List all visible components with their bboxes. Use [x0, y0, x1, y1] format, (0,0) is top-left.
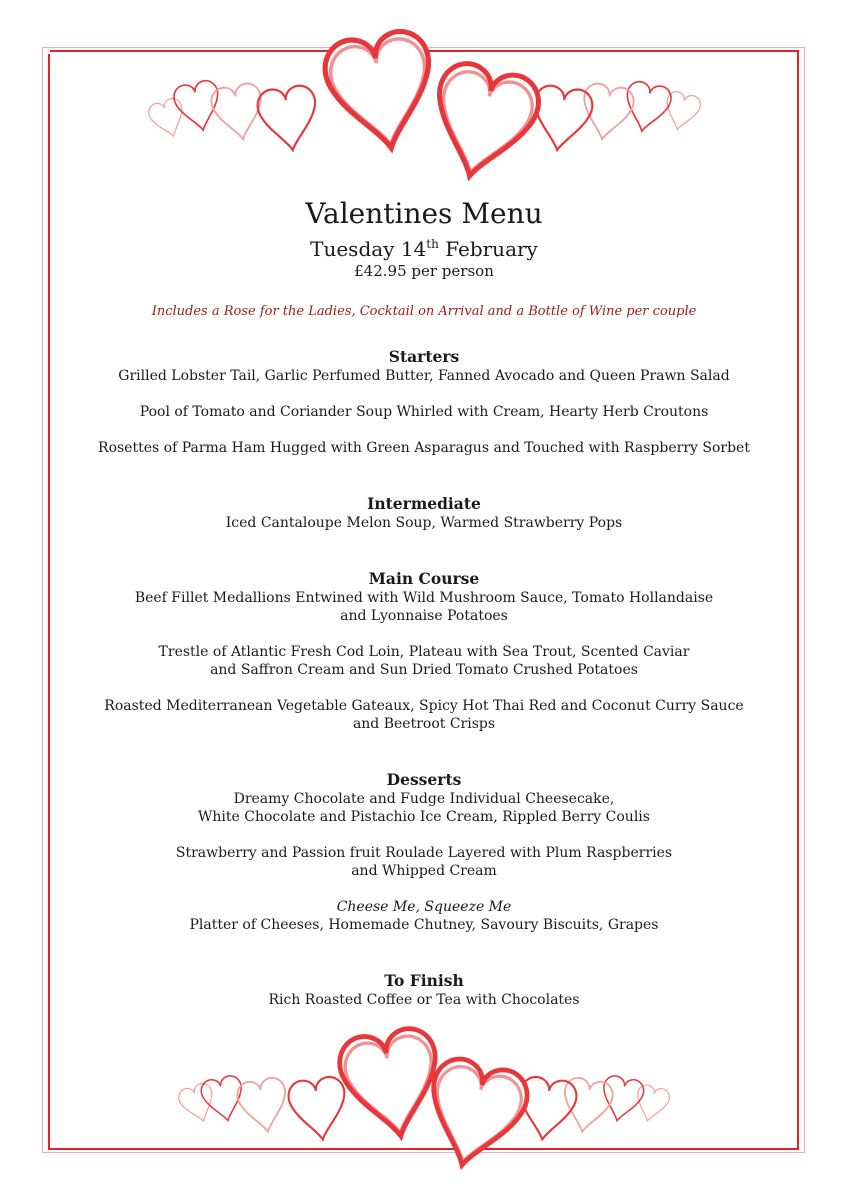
dish-item — [60, 589, 788, 625]
date-month: February — [438, 237, 538, 261]
dish-line: and Beetroot Crisps — [352, 716, 496, 732]
menu-price: £42.95 per person — [354, 262, 494, 280]
menu-date — [60, 232, 788, 261]
dish-line: and Saffron Cream and Sun Dried Tomato Crushed Potatoes — [210, 662, 638, 678]
menu-content — [60, 196, 788, 1009]
dish-line: Dreamy Chocolate and Fudge Individual Cheesecake, — [233, 791, 615, 807]
section-to-finish — [60, 971, 788, 1009]
dish-item: Grilled Lobster Tail, Garlic Perfumed Butter, Fanned Avocado and Queen Prawn Salad — [118, 368, 730, 384]
dish-item — [60, 844, 788, 880]
dish-item: Rosettes of Parma Ham Hugged with Green Asparagus and Touched with Raspberry Sorbet — [98, 440, 750, 456]
dish-line: Roasted Mediterranean Vegetable Gateaux, Spicy Hot Thai Red and Coconut Curry Sauce — [104, 698, 744, 714]
dish-item — [60, 790, 788, 826]
dish-line: and Lyonnaise Potatoes — [340, 608, 508, 624]
menu-title: Valentines Menu — [305, 197, 543, 230]
section-title: Desserts — [386, 770, 462, 789]
dish-line: White Chocolate and Pistachio Ice Cream, Rippled Berry Coulis — [198, 809, 650, 825]
section-desserts — [60, 770, 788, 934]
section-title: Intermediate — [367, 494, 481, 513]
date-suffix: th — [426, 237, 439, 251]
dish-item: Rich Roasted Coffee or Tea with Chocolates — [268, 992, 580, 1008]
date-prefix: Tuesday 14 — [310, 237, 427, 261]
section-starters — [60, 347, 788, 457]
dish-item — [60, 697, 788, 733]
dish-item — [60, 643, 788, 679]
cheese-dish-name: Cheese Me, Squeeze Me — [336, 899, 512, 915]
section-main-course — [60, 569, 788, 733]
dish-line: Strawberry and Passion fruit Roulade Layered with Plum Raspberries — [175, 845, 673, 861]
dish-item: Iced Cantaloupe Melon Soup, Warmed Strawberry Pops — [225, 515, 623, 531]
section-title: Starters — [388, 347, 460, 366]
section-title: To Finish — [384, 971, 464, 990]
section-intermediate — [60, 494, 788, 532]
dish-line: Beef Fillet Medallions Entwined with Wild Mushroom Sauce, Tomato Hollandaise — [134, 590, 714, 606]
dish-item: Pool of Tomato and Coriander Soup Whirled with Cream, Hearty Herb Croutons — [139, 404, 709, 420]
offer-text: Includes a Rose for the Ladies, Cocktail on Arrival and a Bottle of Wine per couple — [151, 304, 697, 319]
section-title: Main Course — [368, 569, 480, 588]
dish-line: Trestle of Atlantic Fresh Cod Loin, Plateau with Sea Trout, Scented Caviar — [158, 644, 690, 660]
cheese-dish — [60, 898, 788, 934]
dish-line: and Whipped Cream — [351, 863, 497, 879]
cheese-dish-description: Platter of Cheeses, Homemade Chutney, Savoury Biscuits, Grapes — [189, 917, 659, 933]
